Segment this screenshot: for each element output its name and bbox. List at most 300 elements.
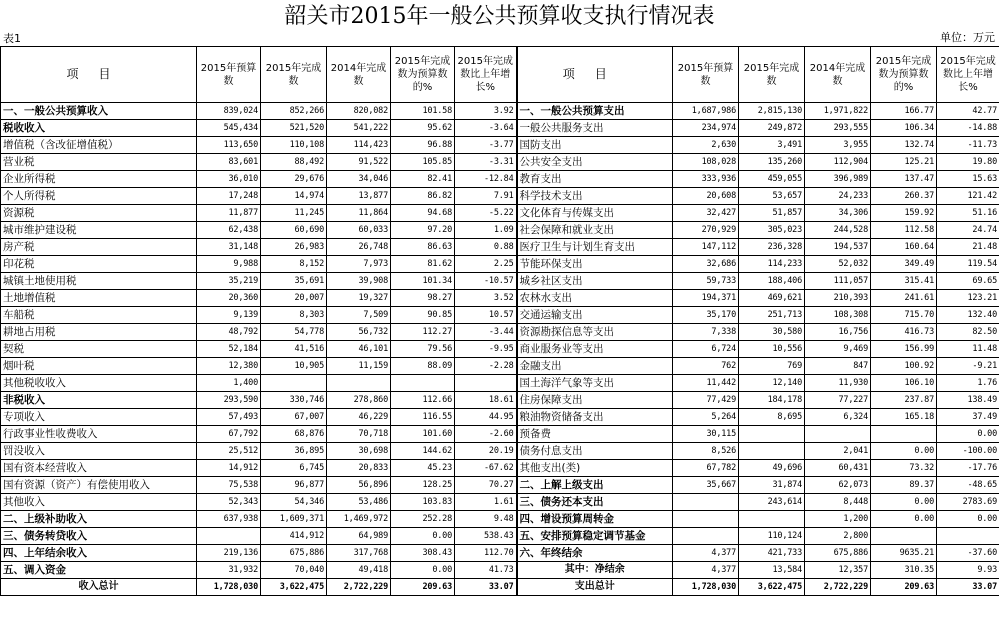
- expense-value-cell: 114,233: [739, 256, 805, 273]
- expense-value-cell: 1,687,986: [673, 103, 739, 120]
- expense-value-cell: 12,357: [805, 562, 871, 579]
- expense-value-cell: 847: [805, 358, 871, 375]
- expense-value-cell: 100.92: [871, 358, 937, 375]
- income-value-cell: 820,082: [327, 103, 391, 120]
- expense-value-cell: 156.99: [871, 341, 937, 358]
- income-value-cell: -2.60: [455, 426, 517, 443]
- income-item-name: 营业税: [1, 154, 197, 171]
- income-value-cell: 88,492: [261, 154, 327, 171]
- income-item-name: 非税收入: [1, 392, 197, 409]
- expense-value-cell: 108,028: [673, 154, 739, 171]
- income-value-cell: 3,622,475: [261, 579, 327, 596]
- income-value-cell: 17,248: [197, 188, 261, 205]
- expense-value-cell: 416.73: [871, 324, 937, 341]
- expense-value-cell: 35,667: [673, 477, 739, 494]
- income-value-cell: 0.00: [391, 562, 455, 579]
- income-value-cell: 128.25: [391, 477, 455, 494]
- expense-value-cell: 4,377: [673, 562, 739, 579]
- income-item-name: 契税: [1, 341, 197, 358]
- income-value-cell: 219,136: [197, 545, 261, 562]
- income-value-cell: 53,486: [327, 494, 391, 511]
- income-value-cell: 26,748: [327, 239, 391, 256]
- expense-value-cell: 1.76: [937, 375, 999, 392]
- header-actual-2015-income: 2015年完成数: [261, 47, 327, 103]
- header-pct-budget-expense: 2015年完成数为预算数的%: [871, 47, 937, 103]
- income-value-cell: 96.88: [391, 137, 455, 154]
- expense-item-name: 预备费: [517, 426, 673, 443]
- income-item-name: 四、上年结余收入: [1, 545, 197, 562]
- income-value-cell: 18.61: [455, 392, 517, 409]
- income-item-name: 二、上级补助收入: [1, 511, 197, 528]
- expense-value-cell: 33.07: [937, 579, 999, 596]
- income-value-cell: [455, 375, 517, 392]
- header-actual-2014-expense: 2014年完成数: [805, 47, 871, 103]
- expense-value-cell: 77,227: [805, 392, 871, 409]
- income-item-name: 专项收入: [1, 409, 197, 426]
- income-value-cell: 11,864: [327, 205, 391, 222]
- table-row: [1, 222, 999, 239]
- income-value-cell: 20.19: [455, 443, 517, 460]
- income-value-cell: 52,184: [197, 341, 261, 358]
- header-budget-2015-income: 2015年预算数: [197, 47, 261, 103]
- expense-value-cell: 106.34: [871, 120, 937, 137]
- income-value-cell: 13,877: [327, 188, 391, 205]
- header-budget-2015-expense: 2015年预算数: [673, 47, 739, 103]
- expense-value-cell: 24,233: [805, 188, 871, 205]
- expense-value-cell: 769: [739, 358, 805, 375]
- expense-value-cell: 147,112: [673, 239, 739, 256]
- income-value-cell: 1,469,972: [327, 511, 391, 528]
- table-row: [1, 324, 999, 341]
- income-value-cell: 88.09: [391, 358, 455, 375]
- income-value-cell: 29,676: [261, 171, 327, 188]
- expense-item-name: 住房保障支出: [517, 392, 673, 409]
- expense-value-cell: 20,608: [673, 188, 739, 205]
- expense-value-cell: 119.54: [937, 256, 999, 273]
- expense-value-cell: 12,140: [739, 375, 805, 392]
- expense-item-name: 一、一般公共预算支出: [517, 103, 673, 120]
- income-value-cell: -10.57: [455, 273, 517, 290]
- income-value-cell: 48,792: [197, 324, 261, 341]
- expense-item-name: 医疗卫生与计划生育支出: [517, 239, 673, 256]
- expense-value-cell: [673, 494, 739, 511]
- table-row: [1, 239, 999, 256]
- table-row: [1, 528, 999, 545]
- expense-value-cell: -17.76: [937, 460, 999, 477]
- income-value-cell: 1.61: [455, 494, 517, 511]
- income-value-cell: 45.23: [391, 460, 455, 477]
- header-actual-2015-expense: 2015年完成数: [739, 47, 805, 103]
- income-value-cell: 67,007: [261, 409, 327, 426]
- expense-item-name: 五、安排预算稳定调节基金: [517, 528, 673, 545]
- expense-value-cell: [673, 511, 739, 528]
- income-value-cell: 64,989: [327, 528, 391, 545]
- income-value-cell: 70,040: [261, 562, 327, 579]
- header-pct-budget-income: 2015年完成数为预算数的%: [391, 47, 455, 103]
- income-value-cell: 209.63: [391, 579, 455, 596]
- income-value-cell: 57,493: [197, 409, 261, 426]
- expense-value-cell: 16,756: [805, 324, 871, 341]
- header-actual-2014-income: 2014年完成数: [327, 47, 391, 103]
- expense-value-cell: -14.88: [937, 120, 999, 137]
- income-value-cell: 44.95: [455, 409, 517, 426]
- income-value-cell: 26,983: [261, 239, 327, 256]
- expense-value-cell: 249,872: [739, 120, 805, 137]
- table-row: [1, 273, 999, 290]
- expense-value-cell: 6,324: [805, 409, 871, 426]
- expense-value-cell: 67,782: [673, 460, 739, 477]
- expense-value-cell: 62,073: [805, 477, 871, 494]
- expense-value-cell: 52,032: [805, 256, 871, 273]
- income-value-cell: 91,522: [327, 154, 391, 171]
- expense-item-name: 其中：净结余: [517, 562, 673, 579]
- income-value-cell: 36,010: [197, 171, 261, 188]
- expense-value-cell: 9.93: [937, 562, 999, 579]
- expense-value-cell: 0.00: [871, 511, 937, 528]
- income-item-name: 企业所得税: [1, 171, 197, 188]
- table-row: [1, 562, 999, 579]
- expense-value-cell: 11.48: [937, 341, 999, 358]
- expense-value-cell: 2,722,229: [805, 579, 871, 596]
- income-value-cell: 33.07: [455, 579, 517, 596]
- income-value-cell: 70,718: [327, 426, 391, 443]
- expense-value-cell: 234,974: [673, 120, 739, 137]
- income-value-cell: 41.73: [455, 562, 517, 579]
- expense-value-cell: 111,057: [805, 273, 871, 290]
- expense-value-cell: 184,178: [739, 392, 805, 409]
- income-value-cell: 35,691: [261, 273, 327, 290]
- expense-value-cell: 34,306: [805, 205, 871, 222]
- income-item-name: 其他税收收入: [1, 375, 197, 392]
- income-value-cell: 101.60: [391, 426, 455, 443]
- table-row: [1, 205, 999, 222]
- table-row: [1, 154, 999, 171]
- expense-item-name: 农林水支出: [517, 290, 673, 307]
- expense-value-cell: 30,115: [673, 426, 739, 443]
- income-value-cell: 25,512: [197, 443, 261, 460]
- income-item-name: 行政事业性收费收入: [1, 426, 197, 443]
- income-value-cell: 112.66: [391, 392, 455, 409]
- expense-value-cell: 24.74: [937, 222, 999, 239]
- income-item-name: 个人所得税: [1, 188, 197, 205]
- expense-value-cell: 32,427: [673, 205, 739, 222]
- expense-value-cell: [871, 528, 937, 545]
- expense-value-cell: 333,936: [673, 171, 739, 188]
- expense-value-cell: 715.70: [871, 307, 937, 324]
- income-value-cell: 56,896: [327, 477, 391, 494]
- table-row: [1, 137, 999, 154]
- expense-value-cell: 260.37: [871, 188, 937, 205]
- income-value-cell: -3.64: [455, 120, 517, 137]
- income-value-cell: 12,380: [197, 358, 261, 375]
- income-value-cell: 675,886: [261, 545, 327, 562]
- income-value-cell: 7.91: [455, 188, 517, 205]
- expense-value-cell: 675,886: [805, 545, 871, 562]
- table-row: [1, 511, 999, 528]
- expense-item-name: 公共安全支出: [517, 154, 673, 171]
- expense-value-cell: 89.37: [871, 477, 937, 494]
- expense-value-cell: 237.87: [871, 392, 937, 409]
- income-value-cell: 0.88: [455, 239, 517, 256]
- income-value-cell: -3.31: [455, 154, 517, 171]
- income-value-cell: 11,159: [327, 358, 391, 375]
- income-value-cell: 0.00: [391, 528, 455, 545]
- expense-value-cell: 19.80: [937, 154, 999, 171]
- expense-value-cell: 2,630: [673, 137, 739, 154]
- income-value-cell: 86.82: [391, 188, 455, 205]
- income-value-cell: 308.43: [391, 545, 455, 562]
- table-id: 表1: [3, 32, 21, 45]
- income-value-cell: 9,139: [197, 307, 261, 324]
- income-item-name: 增值税（含改征增值税）: [1, 137, 197, 154]
- expense-value-cell: 188,406: [739, 273, 805, 290]
- expense-value-cell: -48.65: [937, 477, 999, 494]
- income-value-cell: 41,516: [261, 341, 327, 358]
- expense-item-name: 商业服务业等支出: [517, 341, 673, 358]
- income-value-cell: 46,229: [327, 409, 391, 426]
- expense-value-cell: 51.16: [937, 205, 999, 222]
- income-value-cell: 30,698: [327, 443, 391, 460]
- income-value-cell: 83,601: [197, 154, 261, 171]
- expense-item-name: 科学技术支出: [517, 188, 673, 205]
- income-value-cell: 7,509: [327, 307, 391, 324]
- income-value-cell: 103.83: [391, 494, 455, 511]
- income-value-cell: 1,728,030: [197, 579, 261, 596]
- income-value-cell: 8,152: [261, 256, 327, 273]
- income-value-cell: -12.84: [455, 171, 517, 188]
- expense-item-name: 粮油物资储备支出: [517, 409, 673, 426]
- expense-value-cell: 3,622,475: [739, 579, 805, 596]
- income-value-cell: 19,327: [327, 290, 391, 307]
- expense-value-cell: 82.50: [937, 324, 999, 341]
- expense-value-cell: 166.77: [871, 103, 937, 120]
- income-value-cell: 852,266: [261, 103, 327, 120]
- income-value-cell: 11,245: [261, 205, 327, 222]
- expense-value-cell: 42.77: [937, 103, 999, 120]
- header-growth-expense: 2015年完成数比上年增长%: [937, 47, 999, 103]
- income-value-cell: 98.27: [391, 290, 455, 307]
- expense-item-name: 三、债务还本支出: [517, 494, 673, 511]
- income-value-cell: 46,101: [327, 341, 391, 358]
- table-row: [1, 307, 999, 324]
- income-value-cell: 35,219: [197, 273, 261, 290]
- expense-value-cell: 194,537: [805, 239, 871, 256]
- income-value-cell: [197, 528, 261, 545]
- expense-value-cell: 121.42: [937, 188, 999, 205]
- income-value-cell: 94.68: [391, 205, 455, 222]
- income-value-cell: -2.28: [455, 358, 517, 375]
- expense-value-cell: [805, 426, 871, 443]
- expense-value-cell: [937, 528, 999, 545]
- income-value-cell: 56,732: [327, 324, 391, 341]
- expense-value-cell: 37.49: [937, 409, 999, 426]
- income-item-name: 车船税: [1, 307, 197, 324]
- income-value-cell: 67,792: [197, 426, 261, 443]
- income-value-cell: 112.70: [455, 545, 517, 562]
- expense-value-cell: 6,724: [673, 341, 739, 358]
- expense-item-name: 教育支出: [517, 171, 673, 188]
- expense-value-cell: 251,713: [739, 307, 805, 324]
- expense-value-cell: 305,023: [739, 222, 805, 239]
- income-item-name: 资源税: [1, 205, 197, 222]
- expense-item-name: 其他支出(类): [517, 460, 673, 477]
- income-value-cell: 11,877: [197, 205, 261, 222]
- table-row: [1, 477, 999, 494]
- header-item-expense: 项目: [517, 47, 673, 103]
- expense-item-name: 城乡社区支出: [517, 273, 673, 290]
- income-value-cell: 144.62: [391, 443, 455, 460]
- income-item-name: 城镇土地使用税: [1, 273, 197, 290]
- expense-item-name: 交通运输支出: [517, 307, 673, 324]
- expense-value-cell: 210,393: [805, 290, 871, 307]
- table-row: [1, 256, 999, 273]
- income-value-cell: 101.34: [391, 273, 455, 290]
- income-item-name: 国有资本经营收入: [1, 460, 197, 477]
- income-item-name: 房产税: [1, 239, 197, 256]
- income-value-cell: 10.57: [455, 307, 517, 324]
- budget-table: [0, 46, 999, 596]
- income-value-cell: 9,988: [197, 256, 261, 273]
- income-value-cell: 113,650: [197, 137, 261, 154]
- income-item-name: 国有资源（资产）有偿使用收入: [1, 477, 197, 494]
- expense-value-cell: 2783.69: [937, 494, 999, 511]
- expense-item-name: 国防支出: [517, 137, 673, 154]
- income-value-cell: [327, 375, 391, 392]
- income-value-cell: 541,222: [327, 120, 391, 137]
- table-row: [1, 290, 999, 307]
- expense-value-cell: 243,614: [739, 494, 805, 511]
- income-value-cell: 317,768: [327, 545, 391, 562]
- table-row: [1, 188, 999, 205]
- income-value-cell: 34,046: [327, 171, 391, 188]
- expense-value-cell: 209.63: [871, 579, 937, 596]
- expense-value-cell: 73.32: [871, 460, 937, 477]
- income-value-cell: 10,905: [261, 358, 327, 375]
- income-item-name: 一、一般公共预算收入: [1, 103, 197, 120]
- income-value-cell: 521,520: [261, 120, 327, 137]
- income-value-cell: 82.41: [391, 171, 455, 188]
- income-value-cell: 20,360: [197, 290, 261, 307]
- income-value-cell: 545,434: [197, 120, 261, 137]
- table-row: [1, 358, 999, 375]
- expense-item-name: 节能环保支出: [517, 256, 673, 273]
- income-item-name: 罚没收入: [1, 443, 197, 460]
- expense-value-cell: 11,930: [805, 375, 871, 392]
- income-item-name: 土地增值税: [1, 290, 197, 307]
- income-value-cell: 31,148: [197, 239, 261, 256]
- expense-value-cell: 15.63: [937, 171, 999, 188]
- expense-item-name: 国土海洋气象等支出: [517, 375, 673, 392]
- income-value-cell: 6,745: [261, 460, 327, 477]
- expense-value-cell: 8,526: [673, 443, 739, 460]
- income-item-name: 其他收入: [1, 494, 197, 511]
- income-value-cell: 68,876: [261, 426, 327, 443]
- expense-value-cell: 125.21: [871, 154, 937, 171]
- income-value-cell: 36,895: [261, 443, 327, 460]
- income-value-cell: 14,912: [197, 460, 261, 477]
- expense-value-cell: [739, 511, 805, 528]
- income-value-cell: 79.56: [391, 341, 455, 358]
- expense-value-cell: 0.00: [937, 511, 999, 528]
- expense-value-cell: 459,055: [739, 171, 805, 188]
- expense-value-cell: 194,371: [673, 290, 739, 307]
- table-row: [1, 545, 999, 562]
- expense-value-cell: 135,260: [739, 154, 805, 171]
- expense-value-cell: -37.60: [937, 545, 999, 562]
- table-body: [1, 103, 999, 596]
- expense-value-cell: 53,657: [739, 188, 805, 205]
- income-value-cell: 637,938: [197, 511, 261, 528]
- table-row: [1, 120, 999, 137]
- income-item-name: 五、调入资金: [1, 562, 197, 579]
- expense-value-cell: 138.49: [937, 392, 999, 409]
- expense-value-cell: 8,695: [739, 409, 805, 426]
- expense-value-cell: 30,580: [739, 324, 805, 341]
- income-value-cell: 49,418: [327, 562, 391, 579]
- income-value-cell: 116.55: [391, 409, 455, 426]
- total-row: [1, 579, 999, 596]
- expense-value-cell: 244,528: [805, 222, 871, 239]
- expense-value-cell: 236,328: [739, 239, 805, 256]
- income-value-cell: 330,746: [261, 392, 327, 409]
- expense-value-cell: 469,621: [739, 290, 805, 307]
- expense-value-cell: 160.64: [871, 239, 937, 256]
- expense-value-cell: 31,874: [739, 477, 805, 494]
- income-item-name: 税收收入: [1, 120, 197, 137]
- expense-value-cell: 3,955: [805, 137, 871, 154]
- expense-value-cell: 137.47: [871, 171, 937, 188]
- expense-value-cell: 762: [673, 358, 739, 375]
- expense-value-cell: 49,696: [739, 460, 805, 477]
- income-value-cell: 96,877: [261, 477, 327, 494]
- expense-value-cell: 77,429: [673, 392, 739, 409]
- income-value-cell: 1.09: [455, 222, 517, 239]
- income-value-cell: 3.52: [455, 290, 517, 307]
- income-value-cell: [261, 375, 327, 392]
- expense-value-cell: 21.48: [937, 239, 999, 256]
- expense-value-cell: 11,442: [673, 375, 739, 392]
- income-value-cell: 538.43: [455, 528, 517, 545]
- expense-value-cell: 9,469: [805, 341, 871, 358]
- expense-value-cell: 110,124: [739, 528, 805, 545]
- expense-value-cell: 13,584: [739, 562, 805, 579]
- expense-value-cell: 4,377: [673, 545, 739, 562]
- expense-value-cell: 35,170: [673, 307, 739, 324]
- income-value-cell: 101.58: [391, 103, 455, 120]
- expense-value-cell: 132.40: [937, 307, 999, 324]
- income-value-cell: 278,860: [327, 392, 391, 409]
- expense-value-cell: 2,815,130: [739, 103, 805, 120]
- income-value-cell: 97.20: [391, 222, 455, 239]
- expense-value-cell: 59,733: [673, 273, 739, 290]
- income-value-cell: 112.27: [391, 324, 455, 341]
- expense-value-cell: 2,800: [805, 528, 871, 545]
- expense-value-cell: 0.00: [937, 426, 999, 443]
- income-value-cell: 86.63: [391, 239, 455, 256]
- income-value-cell: 39,908: [327, 273, 391, 290]
- income-value-cell: -67.62: [455, 460, 517, 477]
- table-row: [1, 341, 999, 358]
- income-value-cell: 3.92: [455, 103, 517, 120]
- expense-value-cell: 9635.21: [871, 545, 937, 562]
- income-value-cell: 105.85: [391, 154, 455, 171]
- expense-value-cell: 2,041: [805, 443, 871, 460]
- expense-value-cell: [871, 426, 937, 443]
- expense-value-cell: 7,338: [673, 324, 739, 341]
- expense-value-cell: 421,733: [739, 545, 805, 562]
- income-value-cell: 14,974: [261, 188, 327, 205]
- header-growth-income: 2015年完成数比上年增长%: [455, 47, 517, 103]
